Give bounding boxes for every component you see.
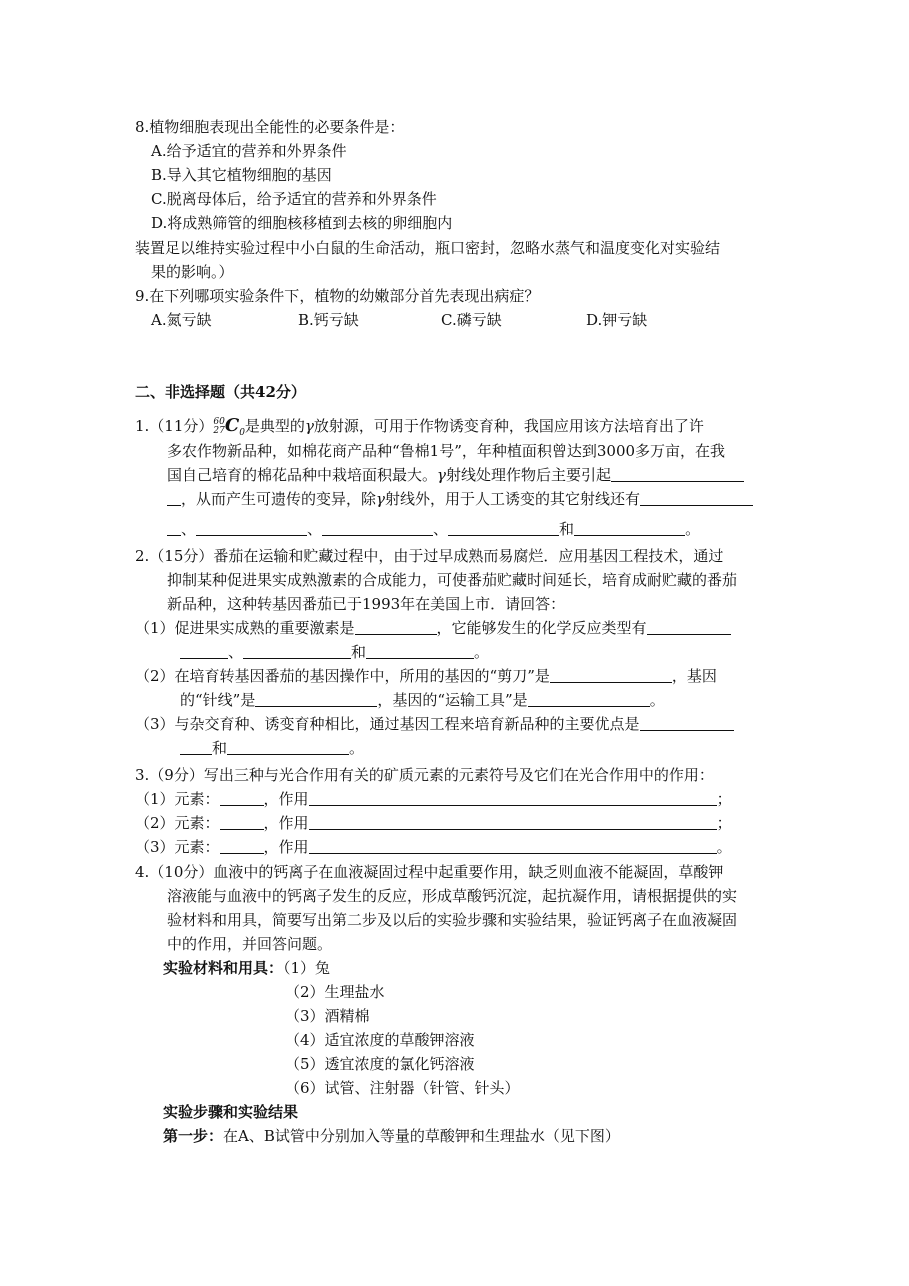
p3-row-text: ，作用 (263, 790, 309, 808)
q9-option-d: D.钾亏缺 (586, 311, 648, 329)
step-1 (163, 1125, 620, 1147)
answer-blank[interactable] (366, 642, 474, 659)
answer-blank[interactable] (448, 519, 559, 536)
material-item: （2）生理盐水 (285, 983, 385, 1001)
isotope-symbol: C (224, 415, 240, 436)
punctuation: ； (716, 790, 732, 808)
period: 。 (649, 691, 665, 709)
p1-text-4b: 射线外，用于人工诱变的其它射线还有 (384, 490, 640, 508)
element-blank[interactable] (220, 813, 264, 830)
q9-option-c: C.磷亏缺 (441, 311, 502, 329)
material-item: （4）适宜浓度的草酸钾溶液 (285, 1031, 475, 1049)
p1-text-1: 是典型的 (244, 417, 305, 435)
q8-stem: 8.植物细胞表现出全能性的必要条件是： (135, 118, 405, 136)
p3-row-text: ，作用 (263, 838, 309, 856)
p2-sub-2-cont (180, 689, 665, 711)
p3-head: 3.（9分）写出三种与光合作用有关的矿质元素的元素符号及它们在光合作用中的作用： (135, 766, 714, 784)
element-blank[interactable] (220, 789, 264, 806)
conjunction: 和 (212, 739, 228, 757)
separator: 、 (433, 520, 449, 538)
p1-number: 1.（11分） (135, 417, 214, 435)
answer-blank[interactable] (647, 618, 731, 635)
answer-blank[interactable] (167, 489, 181, 506)
material-item: （1）兔 (283, 959, 331, 977)
period: 。 (349, 739, 365, 757)
punctuation: ； (716, 814, 732, 832)
answer-blank[interactable] (528, 690, 650, 707)
p3-row-text: ，作用 (263, 814, 309, 832)
p2-s2-text-2b: ，基因的“运输工具”是 (377, 691, 528, 709)
p2-line-1 (135, 545, 723, 567)
p1-text-4a: ，从而产生可遗传的变异，除 (181, 490, 377, 508)
gamma-symbol: γ (376, 490, 385, 508)
answer-blank[interactable] (550, 666, 672, 683)
p3-row-label: （1）元素： (135, 790, 220, 808)
p2-sub-1 (135, 617, 731, 639)
p2-s2-text-2a: 的“针线”是 (180, 691, 256, 709)
p2-sub-3-cont (180, 737, 364, 759)
materials-row-1 (163, 957, 330, 979)
p2-s1-text: （1）促进果实成熟的重要激素是 (135, 619, 355, 637)
answer-blank[interactable] (227, 738, 349, 755)
p2-number: 2.（15分） (135, 547, 214, 565)
p3-row-2 (135, 812, 732, 834)
answer-blank[interactable] (640, 489, 753, 506)
step-text: 在A、B试管中分别加入等量的草酸钾和生理盐水（见下图） (223, 1127, 620, 1145)
punctuation: 。 (716, 838, 732, 856)
p1-text-2: 放射源，可用于作物诱变育种，我国应用该方法培育出了许 (313, 417, 704, 435)
p1-line-5 (167, 518, 700, 540)
cobalt-isotope (213, 415, 245, 438)
p3-row-label: （3）元素： (135, 838, 220, 856)
isotope-mass: 60 (213, 417, 225, 427)
conjunction: 和 (559, 520, 575, 538)
p1-text-3a: 国自己培育的棉花品种中栽培面积最大。 (167, 466, 438, 484)
answer-blank[interactable] (243, 642, 351, 659)
p4-line-3: 验材料和用具，简要写出第二步及以后的实验步骤和实验结果，验证钙离子在血液凝固 (167, 911, 738, 929)
answer-blank[interactable] (640, 714, 734, 731)
p1-text-3b: 射线处理作物后主要引起 (445, 466, 611, 484)
fragment-line-1: 装置足以维持实验过程中小白鼠的生命活动，瓶口密封，忽略水蒸气和温度变化对实验结 (135, 239, 721, 257)
period: 。 (685, 520, 701, 538)
isotope-number: 27 (213, 426, 225, 436)
q9-option-a: A.氮亏缺 (151, 311, 212, 329)
steps-title: 实验步骤和实验结果 (163, 1103, 299, 1121)
p2-line-3: 新品种，这种转基因番茄已于1993年在美国上市．请回答： (167, 595, 566, 613)
period: 。 (474, 643, 490, 661)
p1-line-4 (167, 488, 753, 510)
q9-stem: 9.在下列哪项实验条件下，植物的幼嫩部分首先表现出病症？ (135, 287, 540, 305)
step-label: 第一步： (163, 1127, 224, 1145)
p4-line-1: 4.（10分）血液中的钙离子在血液凝固过程中起重要作用，缺乏则血液不能凝固，草酸钾 (135, 863, 724, 881)
q9-option-b: B.钙亏缺 (298, 311, 359, 329)
gamma-symbol: γ (304, 417, 314, 435)
answer-blank[interactable] (180, 642, 228, 659)
p4-line-4: 中的作用，并回答问题。 (167, 935, 333, 953)
function-blank[interactable] (309, 837, 717, 854)
answer-blank[interactable] (322, 519, 433, 536)
p2-sub-3 (135, 713, 734, 735)
q8-option-b: B.导入其它植物细胞的基因 (151, 166, 332, 184)
answer-blank[interactable] (574, 519, 685, 536)
p3-row-1 (135, 788, 732, 810)
material-item: （5）透宜浓度的氯化钙溶液 (285, 1055, 475, 1073)
answer-blank[interactable] (611, 465, 744, 482)
fragment-line-2: 果的影响。） (151, 263, 234, 281)
separator: 、 (307, 520, 323, 538)
p2-sub-2 (135, 665, 717, 687)
q8-option-d: D.将成熟筛管的细胞核移植到去核的卵细胞内 (151, 214, 453, 232)
p2-s1-mid: ，它能够发生的化学反应类型有 (436, 619, 647, 637)
p2-s2-mid: ，基因 (671, 667, 717, 685)
p4-line-2: 溶液能与血液中的钙离子发生的反应，形成草酸钙沉淀，起抗凝作用，请根据提供的实 (167, 887, 738, 905)
function-blank[interactable] (309, 813, 717, 830)
conjunction: 和 (351, 643, 367, 661)
answer-blank[interactable] (196, 519, 307, 536)
q8-option-a: A.给予适宜的营养和外界条件 (151, 142, 347, 160)
isotope-subscript: 0 (239, 428, 245, 438)
answer-blank[interactable] (255, 690, 377, 707)
function-blank[interactable] (309, 789, 717, 806)
p2-line-2: 抑制某种促进果实成熟激素的合成能力，可使番茄贮藏时间延长，培育成耐贮藏的番茄 (167, 571, 738, 589)
q8-option-c: C.脱离母体后，给予适宜的营养和外界条件 (151, 190, 437, 208)
element-blank[interactable] (220, 837, 264, 854)
p1-line-3 (167, 464, 744, 486)
p3-row-3 (135, 836, 732, 858)
p2-sub-1-cont (180, 641, 489, 663)
answer-blank[interactable] (167, 519, 181, 536)
p2-s2-text: （2）在培育转基因番茄的基因操作中，所用的基因的“剪刀”是 (135, 667, 550, 685)
material-item: （6）试管、注射器（针管、针头） (285, 1079, 520, 1097)
separator: 、 (228, 643, 244, 661)
p1-line-2: 多农作物新品种，如棉花商产品种“鲁棉1号”，年种植面积曾达到3000多万亩，在我 (167, 442, 726, 460)
separator: 、 (181, 520, 197, 538)
p2-s3-text: （3）与杂交育种、诱变育种相比，通过基因工程来培育新品种的主要优点是 (135, 715, 640, 733)
answer-blank[interactable] (355, 618, 437, 635)
section-title: 二、非选择题（共42分） (135, 383, 306, 401)
materials-label: 实验材料和用具： (163, 959, 284, 977)
p2-text-1: 番茄在运输和贮藏过程中，由于过早成熟而易腐烂．应用基因工程技术，通过 (213, 547, 724, 565)
p3-row-label: （2）元素： (135, 814, 220, 832)
material-item: （3）酒精棉 (285, 1007, 370, 1025)
gamma-symbol: γ (437, 466, 446, 484)
answer-blank[interactable] (180, 738, 212, 755)
